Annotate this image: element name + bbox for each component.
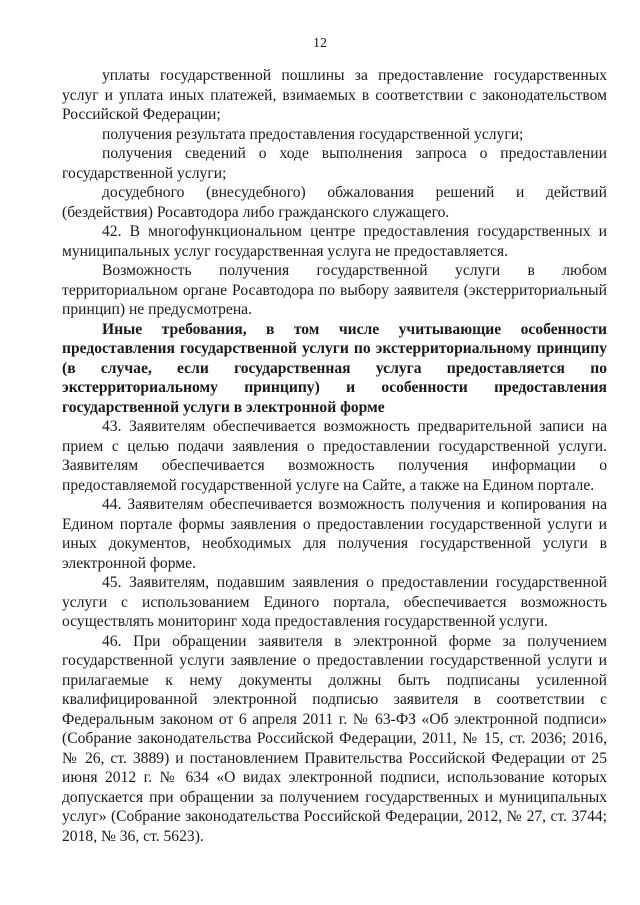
paragraph: 42. В многофункциональном центре предоставления государственных и муниципальных услуг государственная услуга не предоставляется. [62,223,607,260]
paragraph: уплаты государственной пошлины за предоставление государственных услуг и уплата иных платежей, взимаемых в соответствии с законодательством Российской Федерации; [62,67,607,123]
paragraph: 44. Заявителям обеспечивается возможность получения и копирования на Едином портале формы заявления о предоставлении государственной услуги и иных документов, необходимых для получения государственной услуги в электронной форме. [62,496,607,572]
paragraph: досудебного (внесудебного) обжалования решений и действий (бездействия) Росавтодора либо гражданского служащего. [62,184,607,221]
paragraph: Возможность получения государственной услуги в любом территориальном органе Росавтодора по выбору заявителя (экстерриториальный принцип) не предусмотрена. [62,262,607,318]
paragraph: 46. При обращении заявителя в электронной форме за получением государственной услуги заявление о предоставлении государственной услуги и прилагаемые к нему документы должны быть подписаны усиленной квалифицированной электронной подписью заявителя в соответствии с Федеральным законом от 6 апреля 2011 г. № 63-ФЗ «Об электронной подписи» (Собрание законодательства Российской Федерации, 2011, № 15, ст. 2036; 2016, № 26, ст. 3889) и постановлением Правительства Российской Федерации от 25 июня 2012 г. № 634 «О видах электронной подписи, использование которых допускается при обращении за получением государственных и муниципальных услуг» (Собрание законодательства Российской Федерации, 2012, № 27, ст. 3744; 2018, № 36, ст. 5623). [62,632,607,845]
document-body [62,66,607,846]
paragraph: получения сведений о ходе выполнения запроса о предоставлении государственной услуги; [62,145,607,182]
paragraph: 43. Заявителям обеспечивается возможность предварительной записи на прием с целью подачи заявления о предоставлении государственной услуги. Заявителям обеспечивается возможность получения информации о предоставляемой государственной услуге на Сайте, а также на Едином портале. [62,418,607,494]
page-number: 12 [313,36,327,51]
paragraph: получения результата предоставления государственной услуги; [102,125,524,143]
section-heading: Иные требования, в том числе учитывающие особенности предоставления государственной услуги по экстерриториальному принципу (в случае, если государственная услуга предоставляется по экстерриториальному принципу) и особенности предоставления государственной услуги в электронной форме [62,320,607,416]
paragraph: 45. Заявителям, подавшим заявления о предоставлении государственной услуги с использованием Единого портала, обеспечивается возможность осуществлять мониторинг хода предоставления государственной услуги. [62,574,607,630]
